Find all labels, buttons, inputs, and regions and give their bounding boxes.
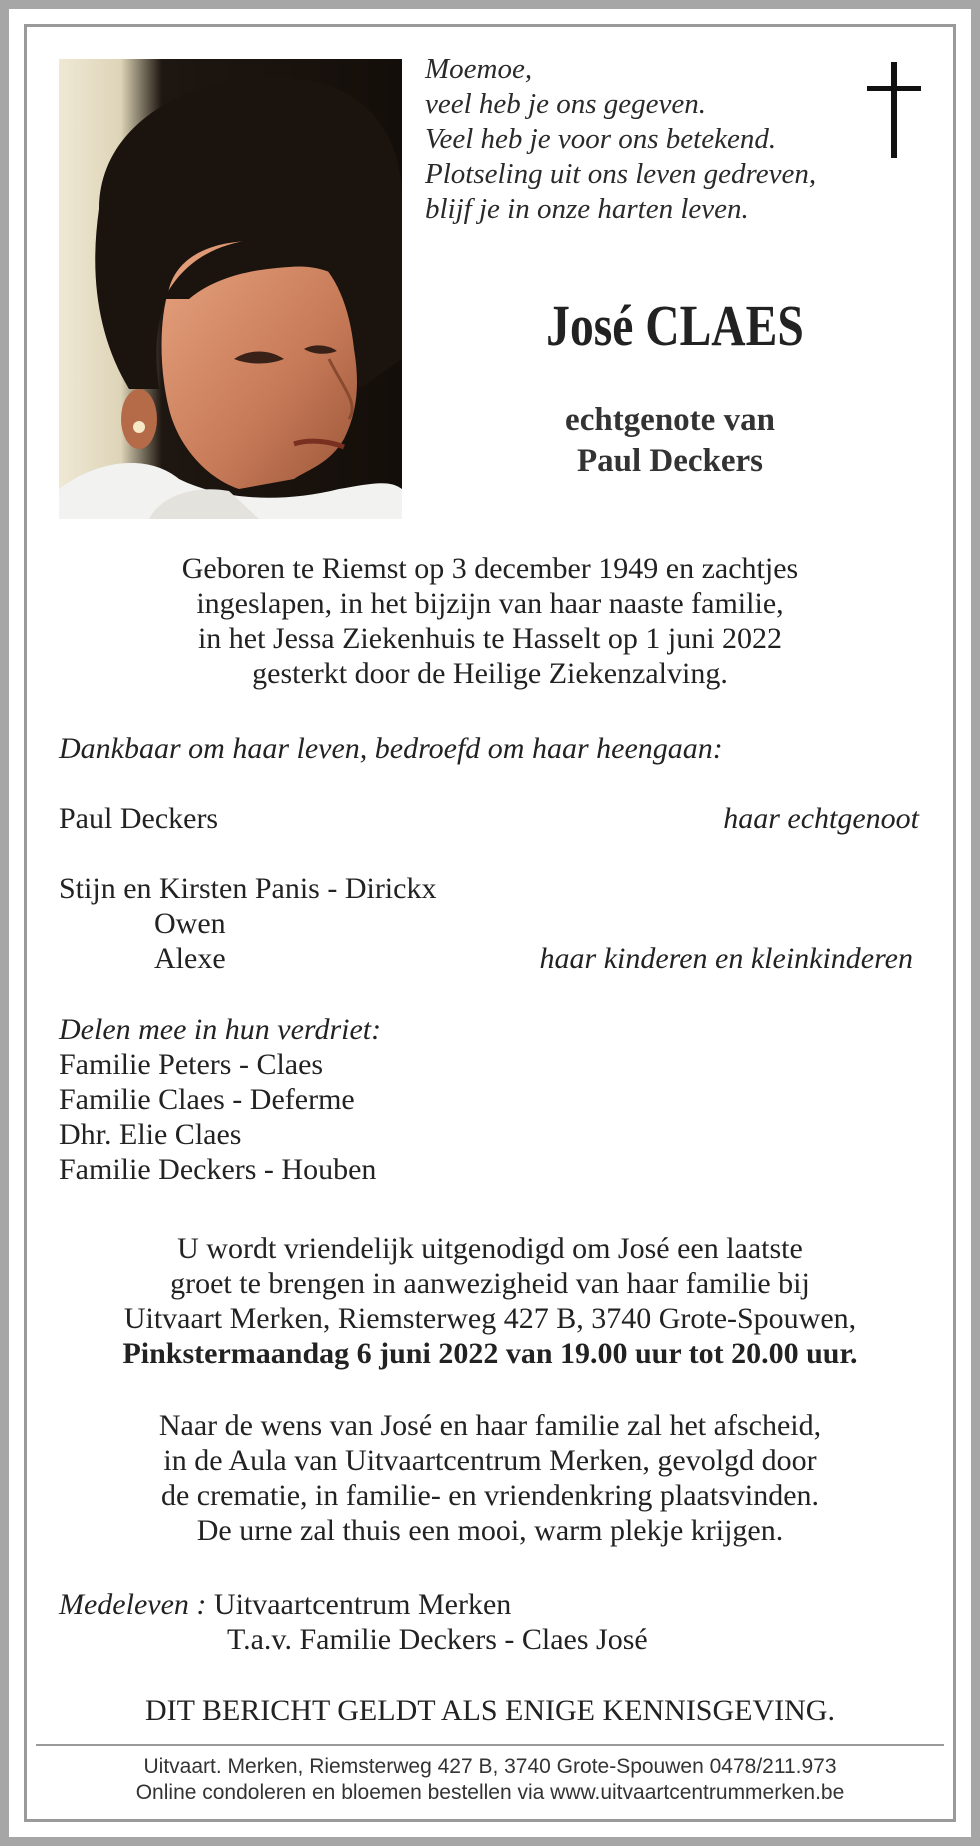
notice-text: DIT BERICHT GELDT ALS ENIGE KENNISGEVING.: [145, 1694, 835, 1727]
notice: [45, 1693, 935, 1728]
family-intro: Dankbaar om haar leven, bedroefd om haar heengaan:: [59, 732, 723, 765]
invitation-line: U wordt vriendelijk uitgenodigd om José een laatste: [177, 1232, 803, 1265]
poem-line: Moemoe,: [425, 53, 533, 85]
farewell-line: Naar de wens van José en haar familie zal het afscheid,: [158, 1409, 822, 1442]
poem: [425, 52, 865, 227]
family-spouse-relation: haar echtgenoot: [723, 802, 919, 835]
relative-item: Familie Claes - Deferme: [59, 1083, 355, 1116]
footer-divider: [36, 1744, 944, 1746]
farewell-line: De urne zal thuis een mooi, warm plekje krijgen.: [196, 1514, 784, 1547]
portrait-illustration: [59, 59, 402, 519]
family-children-relation: haar kinderen en kleinkinderen: [539, 942, 913, 975]
spouse-name: Paul Deckers: [576, 443, 764, 479]
birth-line: gesterkt door de Heilige Ziekenzalving.: [252, 657, 728, 690]
family-grandchild: Owen: [154, 907, 226, 940]
invitation-date: Pinkstermaandag 6 juni 2022 van 19.00 uur tot 20.00 uur.: [122, 1337, 858, 1370]
family-grandchild: Alexe: [154, 942, 226, 975]
poem-line: blijf je in onze harten leven.: [425, 193, 749, 225]
portrait-photo: [59, 59, 402, 519]
birth-line: Geboren te Riemst op 3 december 1949 en zachtjes: [181, 552, 799, 585]
condolence-line: [59, 1587, 511, 1622]
invitation: [45, 1231, 935, 1371]
invitation-line: Uitvaart Merken, Riemsterweg 427 B, 3740 Grote-Spouwen,: [123, 1302, 857, 1335]
relative-item: Familie Peters - Claes: [59, 1048, 324, 1081]
farewell-line: in de Aula van Uitvaartcentrum Merken, gevolgd door: [163, 1444, 817, 1477]
sharing-intro: Delen mee in hun verdriet:: [59, 1013, 382, 1046]
condolence-recipient: Uitvaartcentrum Merken: [213, 1588, 512, 1621]
farewell-line: de crematie, in familie- en vriendenkring plaatsvinden.: [160, 1479, 820, 1512]
spouse-line: echtgenote van: [565, 402, 775, 438]
footer-website: Online condoleren en bloemen bestellen via www.uitvaartcentrummerken.be: [135, 1781, 845, 1804]
birth-line: ingeslapen, in het bijzijn van haar naaste familie,: [196, 587, 784, 620]
farewell: [45, 1408, 935, 1548]
condolence-label: Medeleven :: [59, 1588, 207, 1621]
birth-line: in het Jessa Ziekenhuis te Hasselt op 1 juni 2022: [197, 622, 783, 655]
poem-line: Plotseling uit ons leven gedreven,: [425, 158, 817, 190]
cross-icon: [865, 60, 923, 160]
relative-item: Familie Deckers - Houben: [59, 1153, 377, 1186]
invitation-line: groet te brengen in aanwezigheid van haar familie bij: [170, 1267, 810, 1300]
family-spouse-name: Paul Deckers: [59, 802, 219, 835]
condolence-attention: T.a.v. Familie Deckers - Claes José: [227, 1623, 648, 1656]
poem-line: veel heb je ons gegeven.: [425, 88, 706, 120]
family-children-name: Stijn en Kirsten Panis - Dirickx: [59, 872, 437, 905]
footer: [36, 1754, 944, 1806]
poem-line: Veel heb je voor ons betekend.: [425, 123, 777, 155]
deceased-name: José CLAES: [546, 293, 804, 358]
birth-announcement: [59, 551, 921, 691]
relative-item: Dhr. Elie Claes: [59, 1118, 242, 1151]
spouse-block: [430, 400, 910, 482]
footer-address: Uitvaart. Merken, Riemsterweg 427 B, 3740 Grote-Spouwen 0478/211.973: [143, 1755, 837, 1778]
